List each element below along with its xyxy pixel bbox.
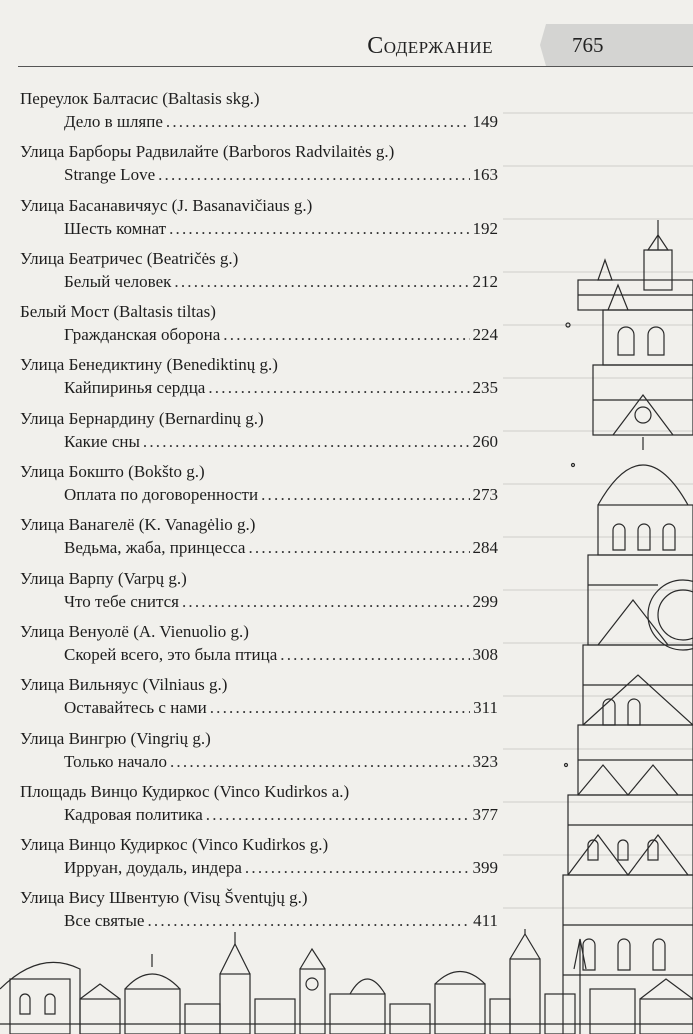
street-name: Улица Вильняус (Vilniaus g.) (20, 675, 228, 695)
toc-entry (20, 141, 498, 194)
story-page: 212 (472, 271, 498, 291)
page-number: 765 (572, 33, 604, 57)
story-title: Ведьма, жаба, принцесса (64, 538, 246, 558)
story-title: Ирруан, доудаль, индера (64, 858, 242, 878)
story-line (64, 111, 498, 133)
story-page: 308 (472, 644, 498, 664)
street-name: Переулок Балтасис (Baltasis skg.) (20, 89, 260, 108)
dot-leader (158, 164, 469, 186)
story-title: Дело в шляпе (64, 112, 163, 131)
toc-entry (20, 88, 498, 141)
street-name: Улица Варпу (Varpų g.) (20, 568, 187, 588)
toc-entry (20, 621, 498, 674)
toc-entry (20, 674, 498, 727)
street-name: Улица Венуолё (A. Vienuolio g.) (20, 621, 249, 641)
toc-entry (20, 408, 498, 461)
story-page: 149 (472, 112, 498, 131)
story-title: Гражданская оборона (64, 325, 221, 345)
story-page: 377 (472, 804, 498, 824)
dot-leader (208, 377, 469, 399)
street-name: Улица Барборы Радвилайте (Barboros Radvilaitės g.) (20, 142, 395, 162)
toc-entry (20, 834, 498, 887)
dot-leader (210, 697, 470, 719)
dot-leader (170, 751, 470, 773)
dot-leader (166, 111, 470, 133)
toc-entry (20, 461, 498, 514)
dot-leader (174, 271, 469, 293)
street-name: Улица Беатричес (Beatričės g.) (20, 248, 239, 268)
table-of-contents (20, 88, 498, 941)
toc-entry (20, 514, 498, 567)
story-title: Что тебе снится (64, 591, 179, 611)
story-line (64, 431, 498, 453)
toc-entry (20, 195, 498, 248)
story-page: 163 (472, 165, 498, 185)
toc-entry (20, 568, 498, 621)
story-line (64, 377, 498, 399)
story-title: Шесть комнат (64, 218, 167, 238)
story-line (64, 857, 498, 879)
story-page: 224 (472, 325, 498, 345)
story-title: Оставайтесь с нами (64, 698, 207, 718)
story-line (64, 697, 498, 719)
toc-entry (20, 354, 498, 407)
story-title: Strange Love (64, 165, 156, 185)
dot-leader (182, 591, 470, 613)
story-title: Только начало (64, 751, 167, 771)
street-name: Улица Бернардину (Bernardinų g.) (20, 408, 264, 428)
street-name: Площадь Винцо Кудиркос (Vinco Kudirkos a.) (20, 781, 350, 801)
story-line (64, 484, 498, 506)
story-line (64, 537, 498, 559)
dot-leader (223, 324, 469, 346)
story-line (64, 804, 498, 826)
header-rule (18, 66, 693, 67)
toc-entry (20, 781, 498, 834)
dot-leader (245, 857, 470, 879)
story-page: 260 (472, 431, 498, 451)
street-name: Улица Басанавичяус (J. Basanavičiaus g.) (20, 195, 313, 215)
story-title: Белый человек (64, 271, 172, 291)
dot-leader (261, 484, 469, 506)
story-line (64, 218, 498, 240)
toc-entry (20, 728, 498, 781)
story-page: 299 (472, 591, 498, 611)
dot-leader (248, 537, 469, 559)
tower-illustration (558, 205, 693, 1034)
story-title: Какие сны (64, 431, 140, 451)
city-skyline-illustration (0, 929, 693, 1034)
street-name: Улица Бенедиктину (Benediktinų g.) (20, 355, 278, 375)
story-page: 235 (472, 378, 498, 398)
toc-entry (20, 248, 498, 301)
story-page: 323 (472, 751, 498, 771)
story-line (64, 271, 498, 293)
story-line (64, 324, 498, 346)
story-line (64, 164, 498, 186)
story-page: 411 (473, 911, 498, 931)
story-page: 399 (472, 858, 498, 878)
street-name: Белый Мост (Baltasis tiltas) (20, 302, 216, 322)
street-name: Улица Ванагелё (K. Vanagėlio g.) (20, 515, 256, 535)
street-name: Улица Винцо Кудиркос (Vinco Kudirkos g.) (20, 835, 329, 855)
dot-leader (280, 644, 469, 666)
story-page: 192 (472, 218, 498, 238)
dot-leader (206, 804, 470, 826)
street-name: Улица Вису Швентую (Visų Šventųjų g.) (20, 888, 308, 908)
story-line (64, 751, 498, 773)
street-name: Улица Вингрю (Vingrių g.) (20, 728, 211, 748)
story-title: Кадровая политика (64, 804, 203, 824)
story-title: Кайпиринья сердца (64, 378, 206, 398)
story-page: 284 (472, 538, 498, 558)
story-title: Скорей всего, это была птица (64, 644, 278, 664)
toc-entry (20, 301, 498, 354)
story-line (64, 644, 498, 666)
street-name: Улица Бокшто (Bokšto g.) (20, 462, 205, 482)
story-title: Оплата по договоренности (64, 485, 259, 505)
story-page: 273 (472, 485, 498, 505)
story-page: 311 (473, 698, 498, 718)
story-title: Все святые (64, 911, 145, 931)
story-line (64, 591, 498, 613)
page-number-tab (546, 24, 693, 66)
dot-leader (143, 431, 470, 453)
section-title: Содержание (367, 33, 493, 59)
dot-leader (169, 218, 469, 240)
